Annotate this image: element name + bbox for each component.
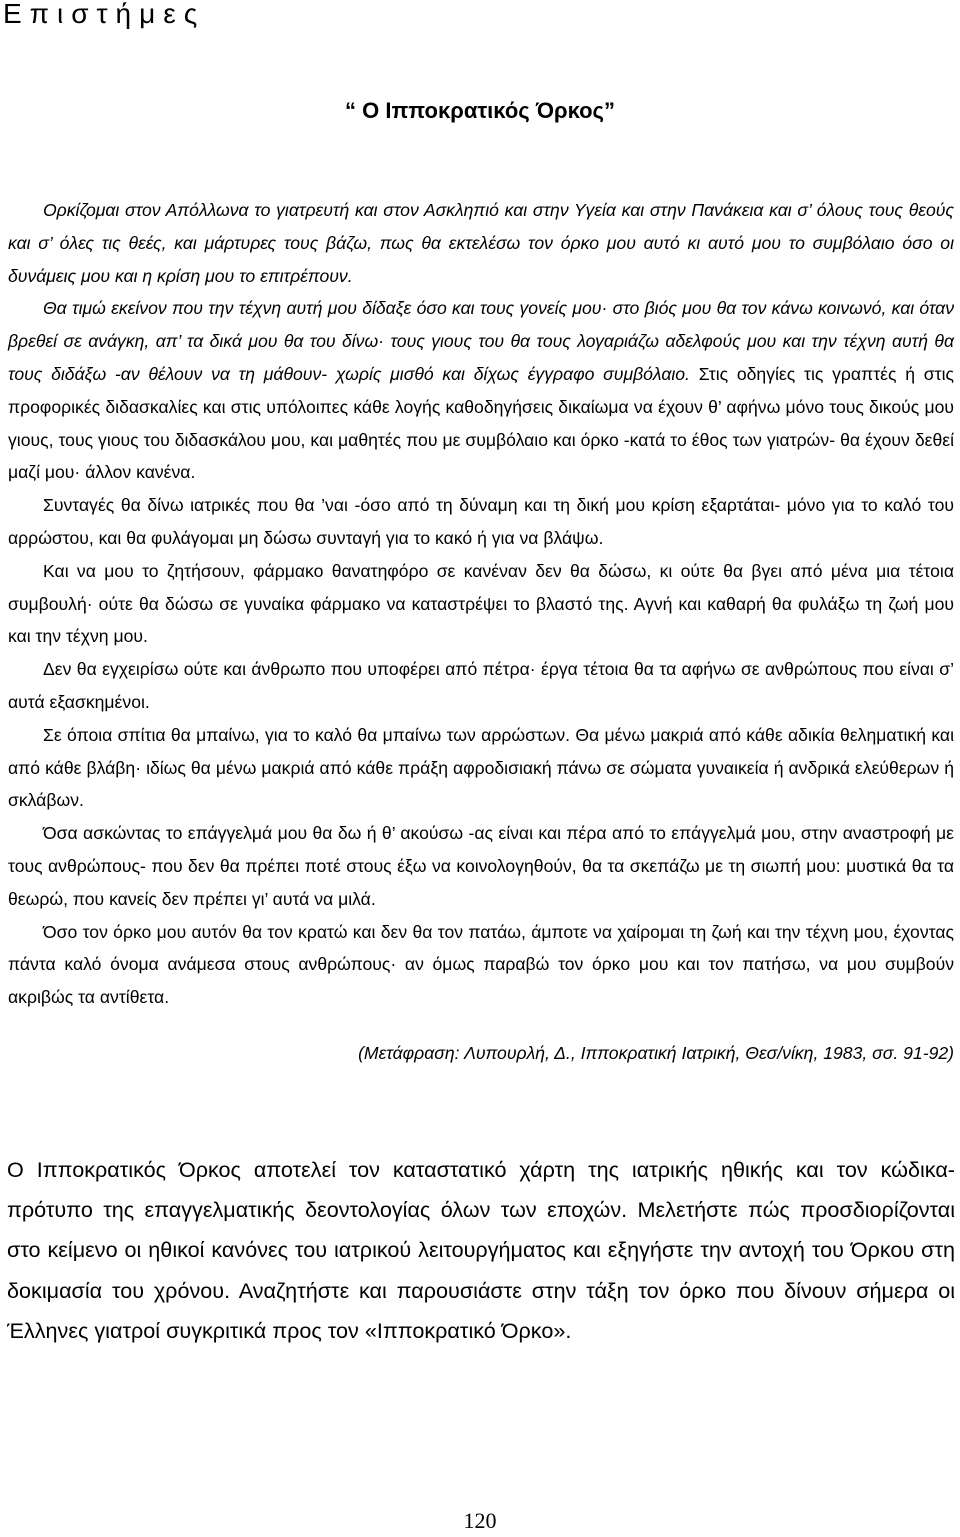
oath-paragraph: Σε όποια σπίτια θα μπαίνω, για το καλό θα μπαίνω των αρρώστων. Θα μένω μακριά από κάθε αδικία θεληματική και από κάθε βλάβη· ιδίως θα μένω μακριά από κάθε πράξη αφροδισιακή πάνω σε σώματα γυναικεία ή ανδρικά ελεύθερων ή σκλάβων. [8,724,954,811]
oath-paragraph: Όσο τον όρκο μου αυτόν θα τον κρατώ και δεν θα τον πατάω, άμποτε να χαίρομαι τη ζωή και την τέχνη μου, έχοντας πάντα καλό όνομα ανάμεσα στους ανθρώπους· αν όμως παραβώ τον όρκο μου και τον πατήσω, να μου συμβούν ακριβώς τα αντίθετα. [8,921,954,1008]
oath-text [8,194,954,1014]
oath-paragraph [8,292,954,489]
oath-paragraph: Ορκίζομαι στον Απόλλωνα το γιατρευτή και στον Ασκληπιό και στην Υγεία και στην Πανάκεια και σ’ όλους τους θεούς και σ’ όλες τις θεές, και μάρτυρες τους βάζω, πως θα εκτελέσω τον όρκο μου αυτό κι αυτό μου το συμβόλαιο όσο οι δυνάμεις μου και η κρίση μου το επιτρέπουν. [8,200,954,286]
assignment-text [7,1150,955,1351]
oath-paragraph: Δεν θα εγχειρίσω ούτε και άνθρωπο που υποφέρει από πέτρα· έργα τέτοια θα τα αφήνω σε ανθρώπους που είναι σ’ αυτά εξασκημένοι. [8,659,954,712]
assignment-sentence: Αναζητήστε και παρουσιάστε στην τάξη τον όρκο που δίνουν σήμερα οι Έλληνες γιατροί συγκριτικά προς τον «Ιπποκρατικό Όρκο». [7,1277,956,1343]
oath-paragraph: Και να μου το ζητήσουν, φάρμακο θανατηφόρο σε κανέναν δεν θα δώσω, κι ούτε θα βγει από μένα μια τέτοια συμβουλή· ούτε θα δώσω σε γυναίκα φάρμακο να καταστρέψει το βλαστό της. Αγνή και καθαρή θα φυλάξω τη ζωή μου και την τέχνη μου. [8,560,954,647]
oath-paragraph: Όσα ασκώντας το επάγγελμά μου θα δω ή θ’ ακούσω -ας είναι και πέρα από το επάγγελμά μου, στην αναστροφή με τους ανθρώπους- που δεν θα πρέπει ποτέ στους έξω να κοινολογηθούν, θα τα σκεπάζω με τη σιωπή μου: μυστικά θα τα θεωρώ, που κανείς δεν πρέπει γι’ αυτά να μιλά. [8,823,954,909]
oath-paragraph: Συνταγές θα δίνω ιατρικές που θα ’ναι -όσο από τη δύναμη και τη δική μου κρίση εξαρτάται- μόνο για το καλό του αρρώστου, και θα φυλάγομαι μη δώσω συνταγή για το κακό ή για να βλάψω. [8,495,954,548]
assignment-sentence: Ο Ιπποκρατικός Όρκος αποτελεί τον καταστατικό χάρτη της ιατρικής ηθικής και τον κώδικα-πρότυπο της επαγγελματικής δεοντολογίας όλων των εποχών. [7,1157,955,1223]
assignment-sentence: Μελετήστε πώς προσδιορίζονται στο κείμενο οι ηθικοί κανόνες του ιατρικού λειτουργήματος και εξηγήστε την αντοχή του Όρκου στη δοκιμασία του χρόνου. [7,1197,956,1303]
page-number: 120 [463,1508,497,1533]
section-heading: Επιστήμες [3,0,206,29]
oath-title: “ Ο Ιπποκρατικός Όρκος” [345,98,615,123]
oath-paragraph-normal: Στις οδηγίες τις γραπτές ή στις προφορικές διδασκαλίες και στις υπόλοιπες κάθε λογής καθοδηγήσεις δικαίωμα να έχουν θ’ αφήνω μόνο τους δικούς μου γιους, τους γιους του διδασκάλου μου, και μαθητές που με συμβόλαιο και όρκο -κατά το έθος των γιατρών- θα έχουν δεθεί μαζί μου· άλλον κανένα. [8,363,954,483]
oath-paragraph-italic: Θα τιμώ εκείνον που την τέχνη αυτή μου δίδαξε όσο και τους γονείς μου· στο βιός μου θα τον κάνω κοινωνό, και όταν βρεθεί σε ανάγκη, απ’ τα δικά μου θα του δίνω· τους γιους του θα τους λογαριάζω αδελφούς μου και την τέχνη αυτή θα τους διδάξω -αν θέλουν να τη μάθουν- χωρίς μισθό και δίχως έγγραφο συμβόλαιο. [8,298,954,384]
translation-citation: (Μετάφραση: Λυπουρλή, Δ., Ιπποκρατική Ιατρική, Θεσ/νίκη, 1983, σσ. 91-92) [358,1043,954,1063]
